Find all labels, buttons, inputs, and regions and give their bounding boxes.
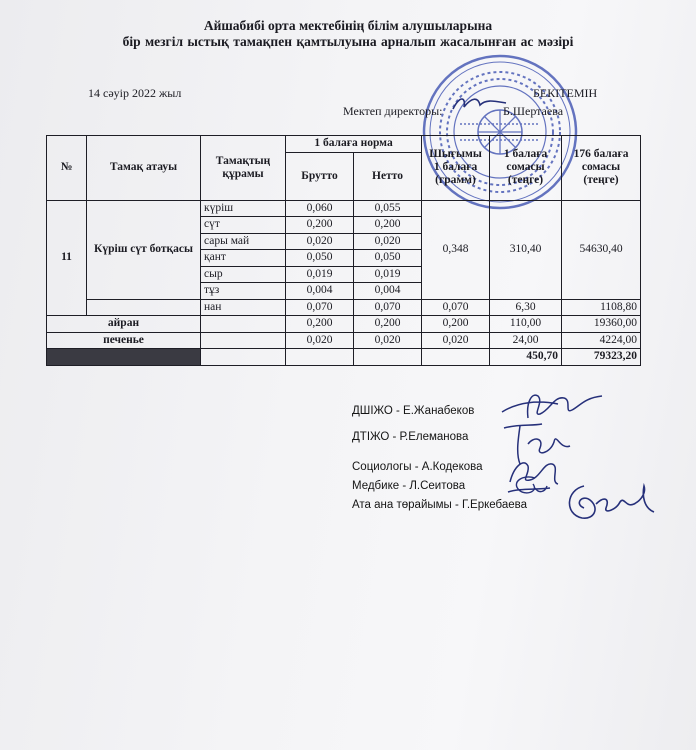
header-norm: 1 балаға норма (286, 136, 422, 153)
cookie-yield: 0,020 (422, 332, 490, 349)
ayran-sum176: 19360,00 (562, 316, 641, 333)
ingredient-netto: 0,020 (354, 233, 422, 250)
total-empty-cell (201, 349, 286, 366)
main-dish-sum1: 310,40 (490, 200, 562, 299)
director-signature-icon (450, 93, 510, 115)
director-label: Мектеп директоры: (343, 104, 443, 118)
ingredient-netto: 0,050 (354, 250, 422, 267)
cookie-netto: 0,020 (354, 332, 422, 349)
row-number: 11 (47, 200, 87, 316)
total-filler (47, 349, 201, 366)
bread-name: нан (201, 299, 286, 316)
ingredient-name: қант (201, 250, 286, 267)
ingredient-name: сүт (201, 217, 286, 234)
menu-table (46, 135, 641, 366)
ingredient-brutto: 0,200 (286, 217, 354, 234)
total-sum176: 79323,20 (562, 349, 641, 366)
signatory-3: Социологы - А.Кодекова (352, 461, 483, 473)
ayran-composition (201, 316, 286, 333)
ingredient-brutto: 0,020 (286, 233, 354, 250)
ingredient-brutto: 0,060 (286, 200, 354, 217)
ingredient-netto: 0,200 (354, 217, 422, 234)
total-sum1: 450,70 (490, 349, 562, 366)
ingredient-brutto: 0,019 (286, 266, 354, 283)
header-no: № (47, 136, 87, 201)
ingredient-name: тұз (201, 283, 286, 300)
ingredient-brutto: 0,050 (286, 250, 354, 267)
total-empty-cell (286, 349, 354, 366)
cookie-sum1: 24,00 (490, 332, 562, 349)
ingredient-netto: 0,019 (354, 266, 422, 283)
total-empty-cell (354, 349, 422, 366)
cookie-name: печенье (47, 332, 201, 349)
main-dish-yield: 0,348 (422, 200, 490, 299)
ingredient-brutto: 0,004 (286, 283, 354, 300)
title-line-1: Айшабибі орта мектебінің білім алушыларына (203, 18, 493, 33)
header-netto: Нетто (354, 152, 422, 200)
ayran-name: айран (47, 316, 201, 333)
ayran-yield: 0,200 (422, 316, 490, 333)
header-composition: Тамақтың құрамы (201, 136, 286, 201)
ingredient-netto: 0,004 (354, 283, 422, 300)
cookie-composition (201, 332, 286, 349)
main-dish-sum176: 54630,40 (562, 200, 641, 299)
ingredient-name: сыр (201, 266, 286, 283)
signature-erkebaeva-icon (560, 478, 660, 528)
ingredient-name: күріш (201, 200, 286, 217)
ayran-brutto: 0,200 (286, 316, 354, 333)
main-dish-name: Күріш сүт ботқасы (87, 200, 201, 299)
director-name: Б.Шертаева (503, 104, 564, 118)
signatory-1: ДШІЖО - Е.Жанабеков (352, 405, 475, 417)
bread-sum176: 1108,80 (562, 299, 641, 316)
bread-brutto: 0,070 (286, 299, 354, 316)
title-line-2: бір мезгіл ыстық тамақпен қамтылуына арналып жасалынған ас мәзірі (122, 34, 574, 49)
approve-label: БЕКІТЕМІН (533, 86, 598, 100)
cookie-brutto: 0,020 (286, 332, 354, 349)
header-dish: Тамақ атауы (87, 136, 201, 201)
ingredient-netto: 0,055 (354, 200, 422, 217)
signatory-2: ДТІЖО - Р.Елеманова (352, 431, 469, 443)
signatory-4: Медбике - Л.Сеитова (352, 480, 466, 492)
signature-seitova-icon (505, 472, 550, 500)
ayran-netto: 0,200 (354, 316, 422, 333)
bread-netto: 0,070 (354, 299, 422, 316)
total-empty-cell (422, 349, 490, 366)
cookie-sum176: 4224,00 (562, 332, 641, 349)
document-date: 14 сәуір 2022 жыл (88, 86, 182, 100)
header-brutto: Брутто (286, 152, 354, 200)
bread-dish-cell (87, 299, 201, 316)
header-sum176: 176 балаға сомасы (теңге) (562, 136, 641, 201)
bread-yield: 0,070 (422, 299, 490, 316)
ayran-sum1: 110,00 (490, 316, 562, 333)
header-yield: Шығымы 1 балаға (грамм) (422, 136, 490, 201)
ingredient-name: сары май (201, 233, 286, 250)
signatory-5: Ата ана төрайымы - Г.Еркебаева (352, 499, 528, 511)
header-sum1: 1 балаға сомасы (теңге) (490, 136, 562, 201)
bread-sum1: 6,30 (490, 299, 562, 316)
